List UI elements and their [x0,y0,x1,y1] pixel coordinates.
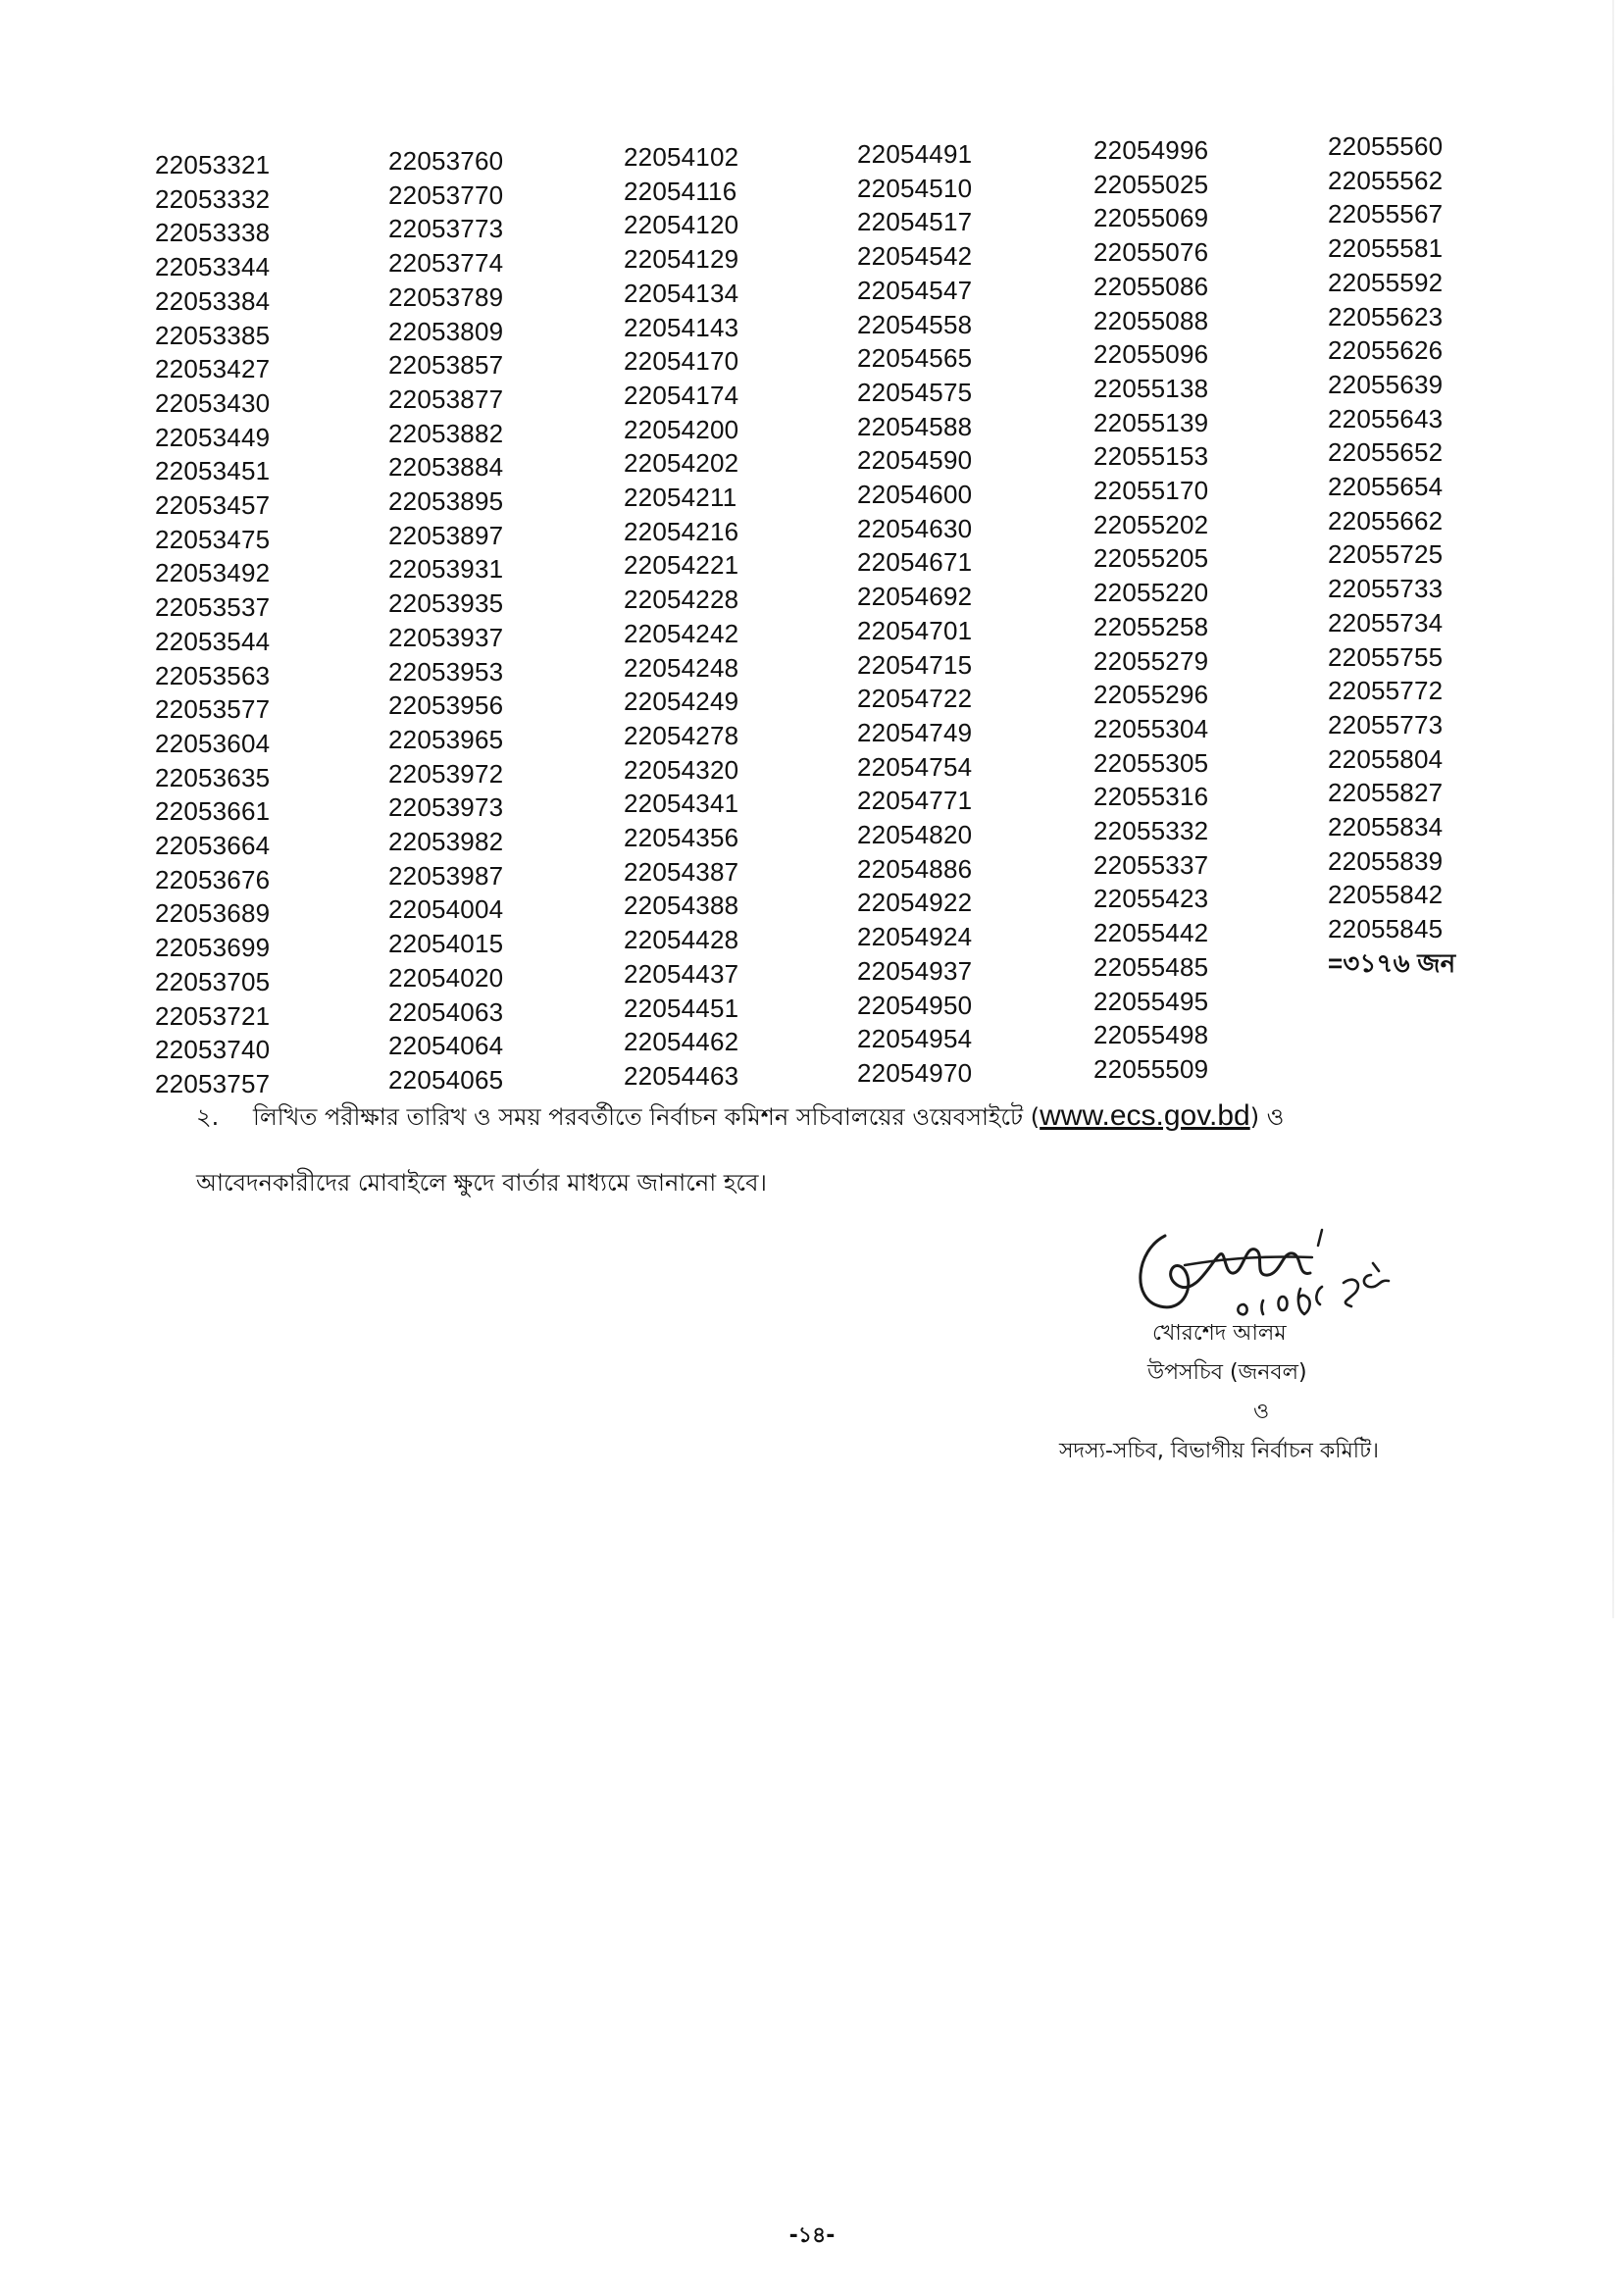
roll-number: 22054575 [857,377,973,407]
roll-column [857,137,1083,1091]
roll-number: 22053721 [155,1000,271,1031]
roll-number: 22055205 [1093,543,1209,574]
roll-number: 22054248 [624,652,739,683]
roll-number: 22054428 [624,925,739,955]
roll-number: 22054937 [857,955,973,986]
roll-number: 22055755 [1328,641,1444,672]
roll-number: 22053937 [388,622,504,652]
roll-number: 22053430 [155,387,271,418]
roll-number: 22053544 [155,626,271,656]
notice-paragraph-line2: আবেদনকারীদের মোবাইলে ক্ষুদে বার্তার মাধ্যমে জানানো হবে। [196,1169,768,1197]
roll-number: 22054174 [624,380,739,410]
roll-number: 22054950 [857,990,973,1020]
roll-number: 22053882 [388,418,504,448]
roll-number: 22054200 [624,414,739,444]
roll-number: 22053344 [155,252,271,282]
roll-number: 22053384 [155,285,271,316]
roll-number: 22053635 [155,762,271,792]
roll-number: 22054341 [624,789,739,819]
paragraph-text-tail: ) ও [1249,1103,1285,1131]
roll-number: 22054228 [624,585,739,615]
roll-number: 22055725 [1328,539,1444,570]
roll-number: 22053427 [155,354,271,384]
roll-number: 22054216 [624,516,739,546]
roll-number: 22054278 [624,720,739,750]
roll-number: 22055509 [1093,1053,1209,1084]
signatory-designation: উপসচিব (জনবল) [1147,1360,1307,1385]
roll-number: 22054134 [624,278,739,308]
roll-number: 22053457 [155,490,271,521]
roll-number: 22054063 [388,996,504,1027]
roll-number: 22053773 [388,214,504,244]
roll-number: 22053699 [155,933,271,963]
roll-number: 22054015 [388,929,504,959]
roll-number: 22055834 [1328,812,1444,842]
roll-number: 22054820 [857,820,973,850]
roll-number: 22054692 [857,582,973,612]
roll-number: 22055304 [1093,713,1209,743]
roll-number: 22053321 [155,150,271,179]
total-count: =৩১৭৬ জন [1328,947,1456,978]
roll-number: 22054463 [624,1060,739,1091]
roll-number: 22055076 [1093,237,1209,268]
roll-number: 22055662 [1328,505,1444,535]
roll-number: 22055623 [1328,301,1444,331]
roll-number: 22054754 [857,751,973,782]
roll-number: 22053740 [155,1035,271,1065]
roll-number: 22054387 [624,856,739,887]
website-link[interactable]: www.ecs.gov.bd [1040,1099,1250,1132]
roll-number: 22053604 [155,728,271,758]
roll-number: 22054120 [624,210,739,240]
roll-column [1093,133,1319,1087]
roll-number: 22054565 [857,343,973,374]
roll-number: 22055581 [1328,233,1444,264]
paragraph-text: লিখিত পরীক্ষার তারিখ ও সময় পরবর্তীতে নির্বাচন কমিশন সচিবালয়ের ওয়েবসাইটে ( [253,1103,1040,1131]
roll-number: 22054510 [857,173,973,203]
roll-number: 22054170 [624,346,739,377]
roll-number: 22053770 [388,179,504,210]
roll-number: 22054020 [388,962,504,993]
roll-number: 22053689 [155,898,271,929]
roll-number: 22054221 [624,550,739,581]
roll-number: 22054065 [388,1064,504,1095]
roll-number: 22054542 [857,241,973,272]
roll-number: 22054451 [624,993,739,1023]
roll-number: 22055733 [1328,574,1444,604]
roll-number: 22054116 [624,176,737,206]
roll-number: 22053332 [155,183,271,214]
roll-number: 22054588 [857,411,973,441]
roll-number: 22053982 [388,827,504,857]
roll-number: 22053577 [155,694,271,725]
roll-number: 22053972 [388,758,504,789]
roll-number: 22053492 [155,558,271,588]
roll-number: 22053973 [388,792,504,823]
roll-number: 22053385 [155,320,271,350]
roll-number: 22055773 [1328,709,1444,739]
roll-number: 22054547 [857,275,973,305]
roll-number: 22053809 [388,316,504,346]
signatory-block [1040,1314,1451,1471]
roll-number: 22053956 [388,690,504,721]
roll-number: 22053451 [155,456,271,486]
roll-number: 22054749 [857,717,973,747]
roll-number: 22055258 [1093,611,1209,641]
roll-number: 22055220 [1093,578,1209,608]
roll-number: 22054970 [857,1057,973,1088]
roll-number: 22054954 [857,1024,973,1054]
roll-number: 22053563 [155,660,271,690]
roll-number: 22055088 [1093,305,1209,335]
roll-number: 22053475 [155,524,271,554]
roll-number: 22055485 [1093,951,1209,982]
roll-number: 22055086 [1093,271,1209,301]
roll-number: 22055423 [1093,884,1209,914]
roll-number: 22054462 [624,1027,739,1057]
roll-number: 22053987 [388,860,504,891]
roll-number: 22054922 [857,888,973,918]
roll-number: 22054996 [1093,135,1209,165]
roll-number: 22053857 [388,350,504,381]
roll-number: 22055842 [1328,880,1444,910]
roll-number: 22055495 [1093,986,1209,1016]
roll-number: 22054249 [624,687,739,717]
roll-number: 22055845 [1328,914,1444,944]
roll-number: 22054771 [857,786,973,816]
roll-number: 22054388 [624,891,739,921]
roll-number: 22054558 [857,309,973,339]
roll-number: 22055827 [1328,778,1444,808]
roll-number: 22055332 [1093,816,1209,846]
roll-number: 22055567 [1328,199,1444,229]
roll-number: 22055069 [1093,203,1209,233]
roll-number: 22054211 [624,483,737,513]
roll-number: 22055643 [1328,403,1444,433]
roll-column [624,140,849,1094]
roll-number: 22053965 [388,724,504,754]
roll-number: 22054671 [857,547,973,578]
roll-number: 22053537 [155,592,271,623]
roll-number: 22053449 [155,422,271,452]
roll-number: 22054715 [857,649,973,680]
roll-number: 22055654 [1328,472,1444,502]
roll-number: 22054600 [857,480,973,510]
roll-number: 22054356 [624,823,739,853]
roll-number: 22055560 [1328,131,1444,161]
roll-number: 22054004 [388,894,504,925]
roll-number: 22055139 [1093,407,1209,437]
page-number: -১৪- [788,2223,836,2248]
roll-number: 22053953 [388,656,504,687]
roll-number: 22054242 [624,618,739,648]
roll-number: 22055839 [1328,845,1444,876]
roll-number: 22055202 [1093,509,1209,539]
roll-number: 22054102 [624,142,739,172]
roll-number: 22055592 [1328,267,1444,297]
signatory-conjunction: ও [1253,1400,1270,1424]
handwritten-signature [1126,1216,1440,1324]
roll-number: 22054517 [857,207,973,237]
roll-number: 22054722 [857,684,973,714]
roll-number: 22053935 [388,588,504,619]
roll-number: 22055442 [1093,918,1209,948]
roll-number: 22055170 [1093,476,1209,506]
roll-number: 22054630 [857,513,973,543]
roll-number: 22055734 [1328,607,1444,637]
roll-number: 22054924 [857,922,973,952]
roll-number: 22055305 [1093,747,1209,778]
signatory-role: সদস্য-সচিব, বিভাগীয় নির্বাচন কমিটি। [1059,1439,1379,1463]
roll-number: 22053338 [155,218,271,248]
roll-number: 22055138 [1093,373,1209,403]
roll-number: 22054129 [624,244,739,275]
roll-number: 22055296 [1093,680,1209,710]
roll-number: 22053705 [155,966,271,996]
roll-number: 22055025 [1093,169,1209,199]
signatory-name: খোরশেদ আলম [1152,1321,1287,1346]
roll-number: 22055639 [1328,369,1444,399]
roll-number: 22053661 [155,796,271,827]
roll-number: 22054886 [857,853,973,884]
roll-number: 22054701 [857,615,973,645]
roll-column [1328,129,1553,981]
roll-number: 22054143 [624,312,739,342]
roll-number: 22054437 [624,958,739,989]
roll-number: 22054590 [857,445,973,476]
roll-number: 22053760 [388,146,504,176]
roll-number: 22054491 [857,139,973,169]
paragraph-number: ২. [196,1103,220,1131]
roll-number: 22053884 [388,452,504,483]
roll-number: 22055498 [1093,1020,1209,1050]
roll-number: 22053895 [388,486,504,517]
roll-number: 22053931 [388,554,504,585]
scan-edge-shadow [1612,0,1614,1618]
roll-number: 22053774 [388,248,504,279]
roll-number: 22054064 [388,1031,504,1061]
roll-number: 22055316 [1093,782,1209,812]
roll-number: 22053897 [388,520,504,550]
roll-number: 22053789 [388,281,504,312]
roll-number: 22055626 [1328,335,1444,366]
roll-number: 22055096 [1093,339,1209,370]
roll-number: 22055153 [1093,441,1209,472]
roll-column [155,148,381,1101]
roll-number: 22053676 [155,864,271,894]
roll-number: 22054202 [624,448,739,479]
roll-number: 22054320 [624,754,739,785]
roll-number: 22053757 [155,1068,271,1098]
roll-column [388,144,614,1097]
roll-number: 22055562 [1328,165,1444,195]
roll-number: 22055337 [1093,849,1209,880]
roll-number: 22055652 [1328,437,1444,468]
roll-number: 22053877 [388,383,504,414]
roll-number: 22055772 [1328,676,1444,706]
roll-number: 22053664 [155,831,271,861]
notice-paragraph [196,1098,1500,1135]
roll-number: 22055279 [1093,645,1209,676]
roll-number: 22055804 [1328,743,1444,774]
